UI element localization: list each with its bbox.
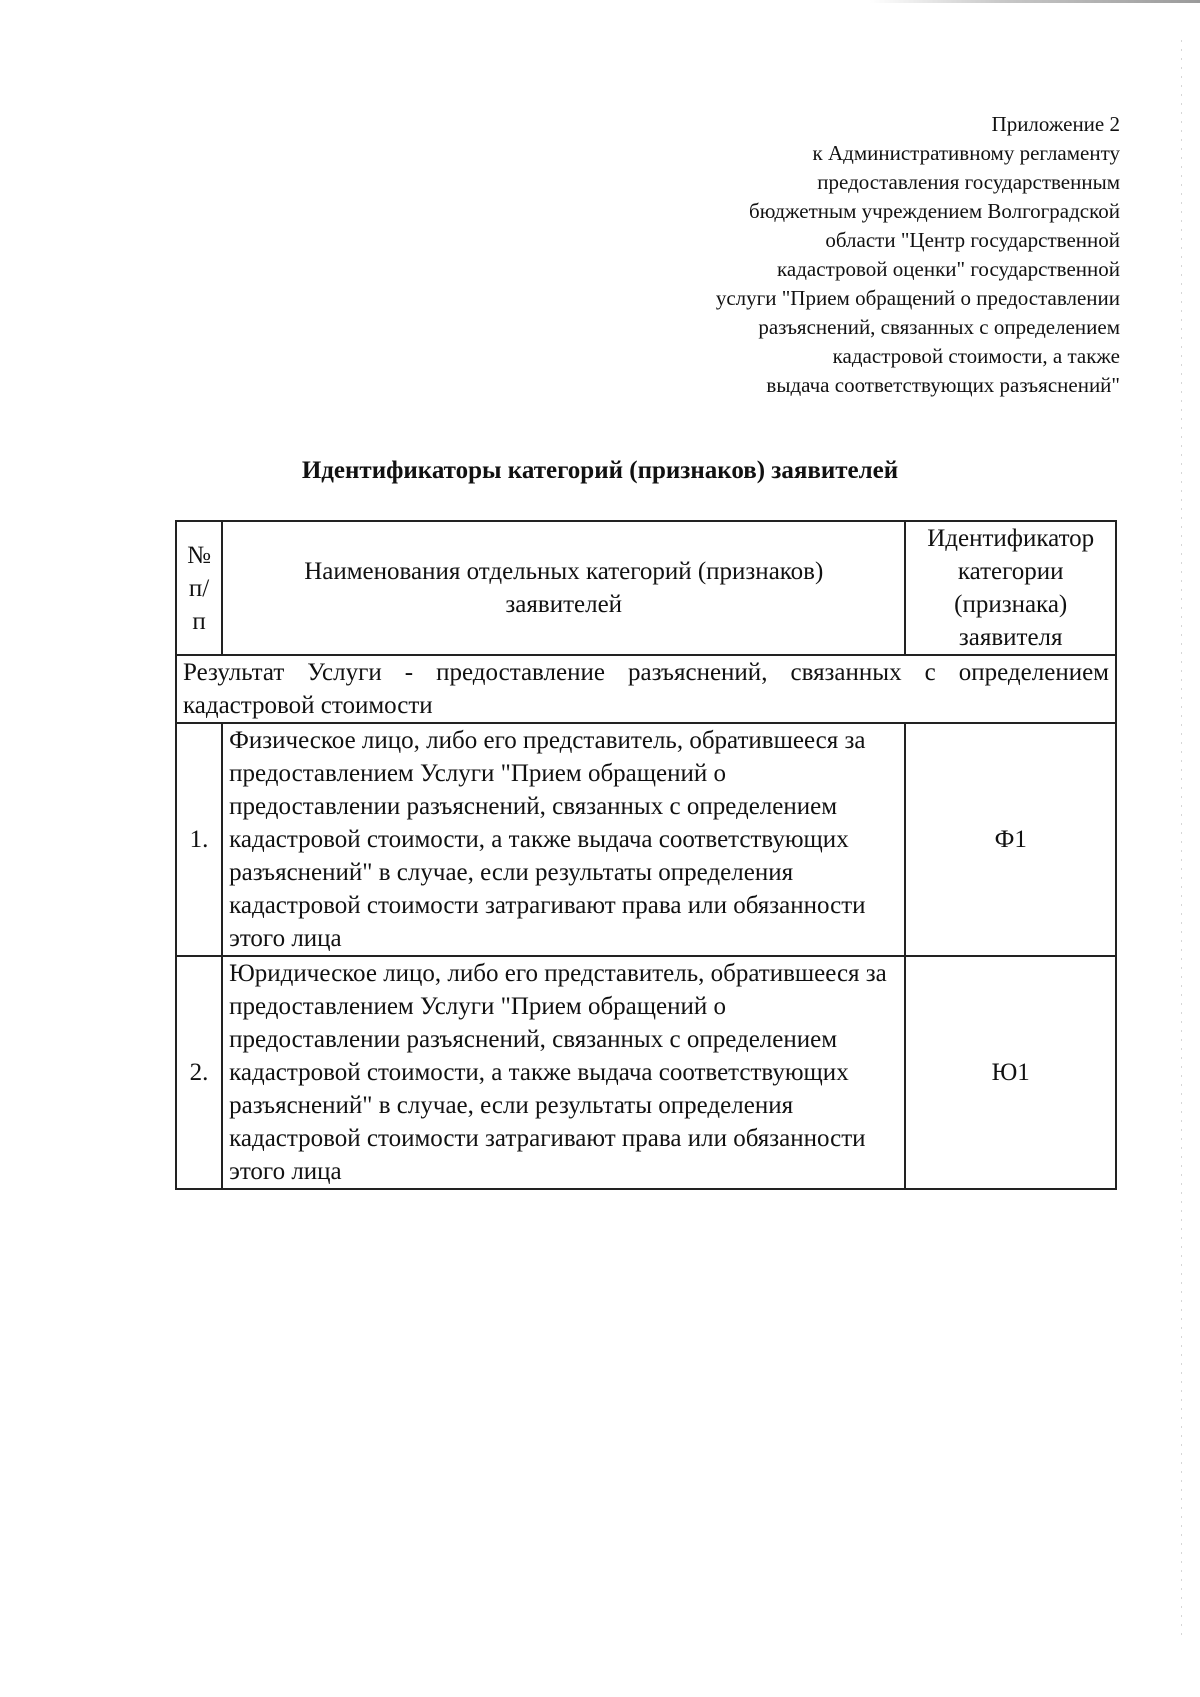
row-category-id: Ю1	[905, 956, 1116, 1189]
appendix-line: разъяснений, связанных с определением	[758, 315, 1120, 339]
section-title: Результат Услуги - предоставление разъяснений, связанных с определением кадастровой стоимости	[176, 655, 1116, 723]
header-number: № п/п	[176, 521, 222, 655]
table-header-row	[176, 521, 1116, 655]
header-category-name: Наименования отдельных категорий (признаков) заявителей	[222, 521, 905, 655]
row-number: 1.	[176, 723, 222, 956]
table-row	[176, 723, 1116, 956]
appendix-line: к Административному регламенту	[812, 141, 1120, 165]
appendix-line: кадастровой стоимости, а также	[832, 344, 1120, 368]
row-category-name: Юридическое лицо, либо его представитель, обратившееся за предоставлением Услуги "Прием обращений о предоставлении разъяснений, связанных с определением кадастровой стоимости, а также выдача соответствующих разъяснений" в случае, если результаты определения кадастровой стоимости затрагивают права или обязанности этого лица	[222, 956, 905, 1189]
appendix-line: предоставления государственным	[817, 170, 1120, 194]
appendix-line: бюджетным учреждением Волгоградской	[749, 199, 1120, 223]
header-category-id: Идентификатор категории (признака) заявителя	[905, 521, 1116, 655]
appendix-line: выдача соответствующих разъяснений"	[766, 373, 1120, 397]
appendix-line: области "Центр государственной	[825, 228, 1120, 252]
appendix-line: Приложение 2	[991, 112, 1120, 136]
scan-artifact-top	[870, 0, 1200, 3]
row-number: 2.	[176, 956, 222, 1189]
row-category-id: Ф1	[905, 723, 1116, 956]
applicant-categories-table	[175, 520, 1117, 1190]
table-row	[176, 956, 1116, 1189]
appendix-line: услуги "Прием обращений о предоставлении	[715, 286, 1120, 310]
section-row	[176, 655, 1116, 723]
document-title: Идентификаторы категорий (признаков) заявителей	[301, 457, 899, 484]
scan-artifact-right	[1181, 40, 1182, 1640]
row-category-name: Физическое лицо, либо его представитель, обратившееся за предоставлением Услуги "Прием обращений о предоставлении разъяснений, связанных с определением кадастровой стоимости, а также выдача соответствующих разъяснений" в случае, если результаты определения кадастровой стоимости затрагивают права или обязанности этого лица	[222, 723, 905, 956]
appendix-reference	[520, 110, 1120, 400]
appendix-line: кадастровой оценки" государственной	[777, 257, 1120, 281]
